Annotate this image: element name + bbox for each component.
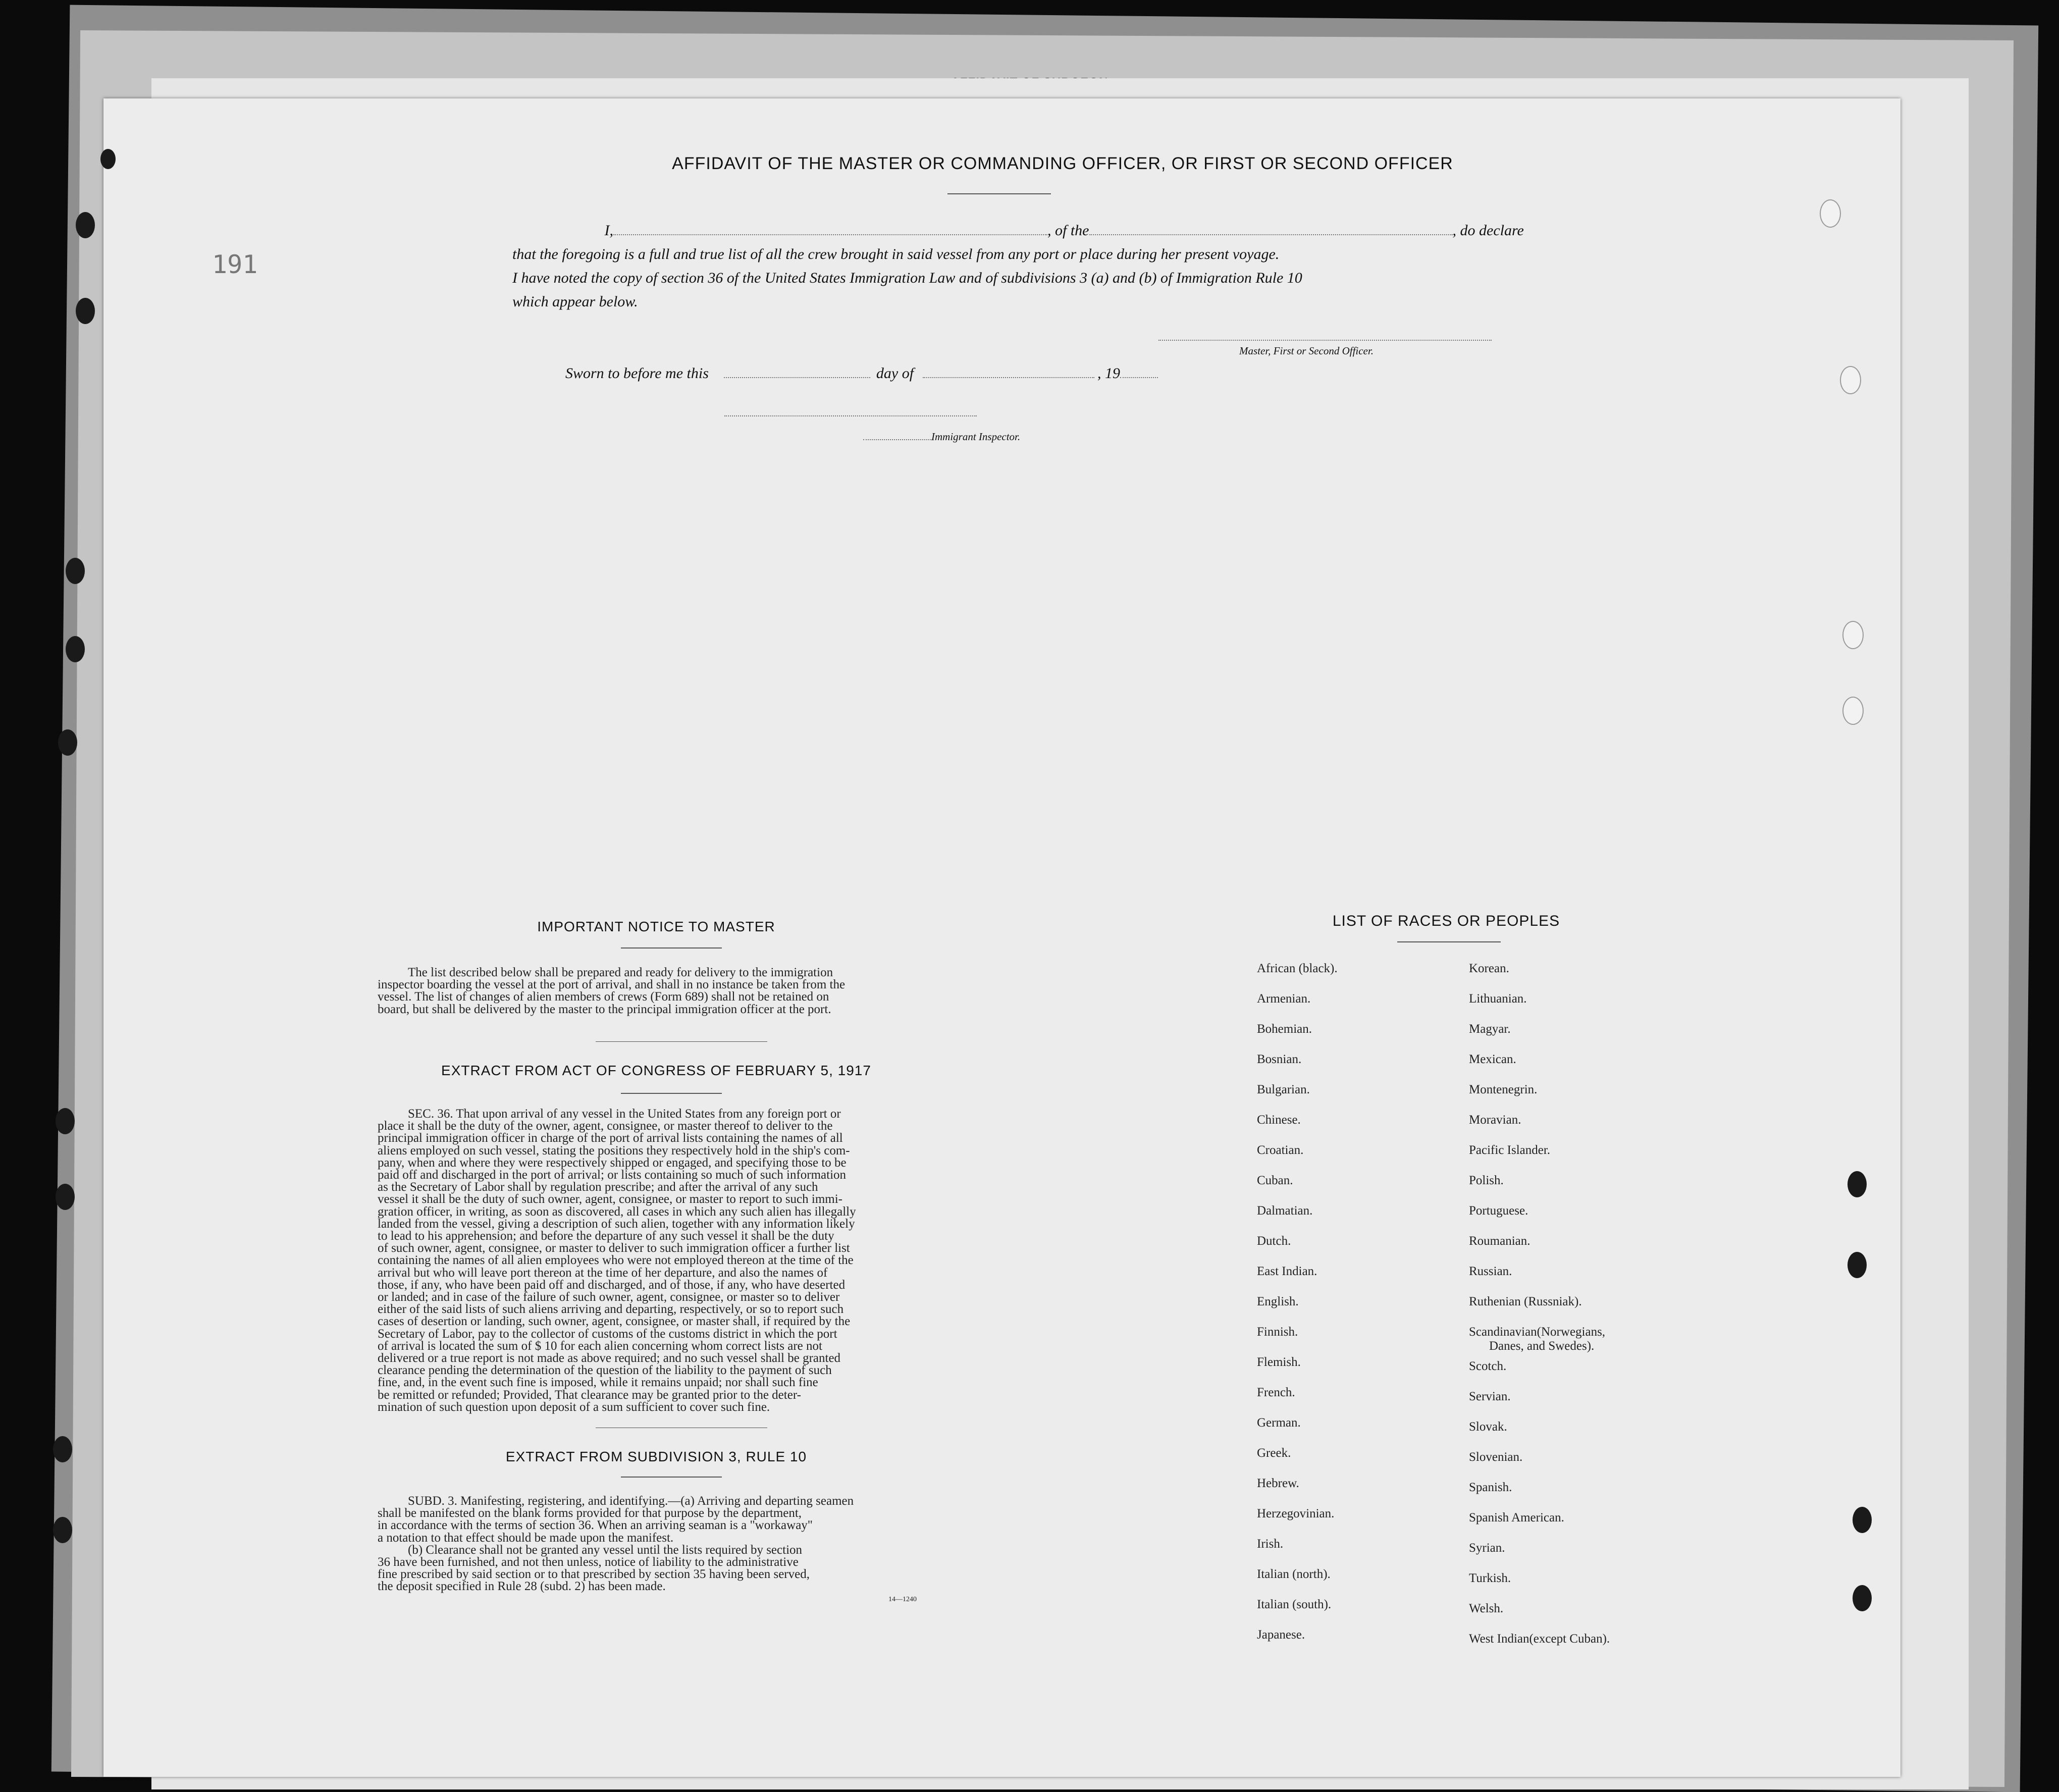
race-item: Mexican. [1469, 1052, 1516, 1066]
race-item: Syrian. [1469, 1541, 1505, 1555]
affidavit-title: AFFIDAVIT OF THE MASTER OR COMMANDING OFFICER, OR FIRST OR SECOND OFFICER [672, 154, 1453, 173]
vessel-blank [1089, 234, 1453, 235]
race-item-continuation: Danes, and Swedes). [1489, 1339, 1595, 1353]
declaration-line-4: which appear below. [512, 293, 638, 310]
act-title: EXTRACT FROM ACT OF CONGRESS OF FEBRUARY 5, 1917 [441, 1063, 871, 1078]
year-blank [1120, 377, 1158, 378]
act-line: arrival but who will leave port thereon at the time of her departure, and also the names of [378, 1266, 828, 1280]
notice-line: vessel. The list of changes of alien members of crews (Form 689) shall not be retained on [378, 990, 829, 1004]
race-item: Magyar. [1469, 1022, 1511, 1036]
race-item: Russian. [1469, 1264, 1512, 1278]
inspector-signature-line [724, 415, 977, 416]
act-line: aliens employed on such vessel, stating the positions they respectively hold in the ship's com- [378, 1143, 850, 1157]
declaration-line-1 [563, 222, 1613, 239]
race-item: Welsh. [1469, 1602, 1504, 1615]
rule-line: fine prescribed by said section or to that prescribed by section 35 having been served, [378, 1567, 810, 1582]
rule-line: 36 have been furnished, and not then unless, notice of liability to the administrative [378, 1555, 799, 1569]
binder-hole [53, 1517, 72, 1543]
act-line: SEC. 36. That upon arrival of any vessel in the United States from any foreign port or [408, 1107, 841, 1121]
signature-line [1158, 340, 1492, 341]
race-item: Lithuanian. [1469, 992, 1527, 1006]
race-item: Greek. [1257, 1446, 1291, 1460]
act-line: cases of desertion or landing, such owner, agent, consignee, or master shall, if required by the [378, 1314, 851, 1329]
race-item: Roumanian. [1469, 1234, 1530, 1248]
binder-hole [66, 558, 85, 584]
races-column-2 [1469, 962, 1681, 1646]
race-item: Moravian. [1469, 1113, 1521, 1127]
rule-line: (b) Clearance shall not be granted any vessel until the lists required by section [408, 1543, 803, 1557]
race-item: Montenegrin. [1469, 1083, 1538, 1096]
rule-body [378, 1495, 971, 1593]
day-blank [724, 377, 870, 378]
binder-hole [1842, 697, 1864, 725]
sworn-text: Sworn to before me this [565, 365, 709, 382]
notice-line: The list described below shall be prepared and ready for delivery to the immigration [408, 966, 833, 979]
race-item: Croatian. [1257, 1143, 1304, 1157]
race-item: Bulgarian. [1257, 1083, 1310, 1096]
race-item: Italian (north). [1257, 1567, 1331, 1581]
act-line: of arrival is located the sum of $ 10 for each alien concerning whom correct lists are not [378, 1339, 822, 1353]
races-column-1 [1257, 962, 1459, 1642]
binder-hole [1847, 1171, 1867, 1197]
act-line: gration officer, in writing, as soon as discovered, all cases in which any such alien has illegally [378, 1204, 856, 1219]
act-line: those, if any, who have been paid off and discharged, and of those, if any, who have deserted [378, 1278, 846, 1292]
race-item: English. [1257, 1295, 1299, 1308]
day-of-text: day of [876, 365, 914, 382]
rule-rule [621, 1477, 722, 1478]
act-line: principal immigration officer in charge of the port of arrival lists containing the names of all [378, 1131, 843, 1145]
binder-hole [56, 1184, 75, 1210]
binder-hole [66, 636, 85, 662]
race-item: East Indian. [1257, 1264, 1317, 1278]
act-line: to lead to his apprehension; and before the departure of any such vessel it shall be the duty [378, 1229, 834, 1243]
rule-line: shall be manifested on the blank forms provided for that purpose by the department, [378, 1506, 802, 1520]
binder-hole [58, 729, 77, 756]
rule-line: the deposit specified in Rule 28 (subd. 2) has been made. [378, 1579, 666, 1594]
race-item: Herzegovinian. [1257, 1507, 1335, 1520]
act-line: delivered or a true report is not made as above required; and no such vessel shall be granted [378, 1351, 841, 1365]
race-item: Finnish. [1257, 1325, 1298, 1339]
name-blank [613, 234, 1047, 235]
sworn-line [565, 365, 1158, 382]
declaration-i: I, [604, 222, 613, 239]
race-item: Spanish. [1469, 1481, 1512, 1494]
race-item: Chinese. [1257, 1113, 1301, 1127]
binder-hole [1840, 366, 1861, 394]
master-label: Master, First or Second Officer. [1239, 345, 1374, 357]
declaration-line-3: I have noted the copy of section 36 of the United States Immigration Law and of subdivisions 3 (a) and (b) of Immigration Rule 10 [512, 270, 1302, 286]
act-line: as the Secretary of Labor shall by regulation prescribe; and after the arrival of any such [378, 1180, 818, 1194]
affidavit-page [103, 98, 1900, 1777]
inspector-label-text: Immigrant Inspector. [931, 431, 1021, 443]
binder-hole [76, 298, 95, 324]
races-title: LIST OF RACES OR PEOPLES [1332, 913, 1560, 929]
act-line: pany, when and where they were respectively shipped or engaged, and specifying those to be [378, 1155, 847, 1170]
binder-hole [1842, 621, 1864, 649]
inspector-label-dots [863, 439, 931, 440]
race-item: Japanese. [1257, 1628, 1305, 1642]
act-line: of such owner, agent, consignee, or master to deliver to such immigration officer a further list [378, 1241, 850, 1255]
rule-line: a notation to that effect should be made upon the manifest. [378, 1531, 674, 1545]
race-item: Polish. [1469, 1174, 1504, 1187]
race-item: Dutch. [1257, 1234, 1291, 1248]
race-item: Dalmatian. [1257, 1204, 1313, 1218]
race-item: Armenian. [1257, 992, 1311, 1006]
declaration-declare: , do declare [1452, 222, 1524, 239]
form-number: 14—1240 [888, 1596, 917, 1603]
notice-line: board, but shall be delivered by the master to the principal immigration officer at the port. [378, 1002, 831, 1016]
binder-hole [1820, 199, 1841, 228]
binder-hole [1847, 1252, 1867, 1278]
binder-hole [100, 149, 116, 169]
rule-line: in accordance with the terms of section 36. When an arriving seaman is a "workaway" [378, 1518, 813, 1533]
race-item: German. [1257, 1416, 1301, 1430]
rule-line: SUBD. 3. Manifesting, registering, and identifying.—(a) Arriving and departing seamen [408, 1494, 854, 1508]
notice-rule [621, 947, 722, 948]
notice-line: inspector boarding the vessel at the port of arrival, and shall in no instance be taken from the [378, 978, 846, 992]
declaration-of-the: , of the [1047, 222, 1089, 239]
month-blank [923, 377, 1094, 378]
race-item: Slovak. [1469, 1420, 1507, 1434]
races-rule [1397, 941, 1501, 942]
act-line: Secretary of Labor, pay to the collector of customs of the customs district in which the port [378, 1327, 837, 1341]
title-rule [947, 193, 1051, 194]
act-line: fine, and, in the event such fine is imposed, while it remains unpaid; nor shall such fine [378, 1376, 818, 1390]
race-item: Hebrew. [1257, 1477, 1299, 1490]
act-body [378, 1108, 971, 1413]
year-text: , 19 [1097, 365, 1121, 382]
act-rule [621, 1093, 722, 1094]
race-item: Flemish. [1257, 1355, 1301, 1369]
race-item: Slovenian. [1469, 1450, 1523, 1464]
race-item: Italian (south). [1257, 1598, 1332, 1611]
declaration-line-2: that the foregoing is a full and true list of all the crew brought in said vessel from any port or place during her present voyage. [512, 246, 1280, 262]
notice-title: IMPORTANT NOTICE TO MASTER [537, 919, 775, 934]
race-item: Spanish American. [1469, 1511, 1564, 1524]
race-item: Scotch. [1469, 1359, 1507, 1373]
race-item: Pacific Islander. [1469, 1143, 1551, 1157]
race-item: Irish. [1257, 1537, 1284, 1551]
act-line: be remitted or refunded; Provided, That clearance may be granted prior to the deter- [378, 1388, 801, 1402]
race-item: Turkish. [1469, 1571, 1511, 1585]
binder-hole [56, 1108, 75, 1134]
race-item: Bohemian. [1257, 1022, 1312, 1036]
race-item: Scandinavian(Norwegians, [1469, 1325, 1606, 1339]
rule-title: EXTRACT FROM SUBDIVISION 3, RULE 10 [505, 1449, 807, 1464]
race-item: French. [1257, 1386, 1295, 1399]
notice-body [378, 967, 971, 1016]
binder-hole [76, 212, 95, 238]
race-item: West Indian(except Cuban). [1469, 1632, 1610, 1646]
race-item: Cuban. [1257, 1174, 1293, 1187]
race-item: Korean. [1469, 962, 1509, 975]
notice-separator [596, 1041, 767, 1042]
act-line: paid off and discharged in the port of arrival; or lists containing so much of such information [378, 1168, 847, 1182]
margin-number: 191 [212, 250, 258, 279]
act-line: mination of such question upon deposit of a sum sufficient to cover such fine. [378, 1400, 770, 1414]
act-line: landed from the vessel, giving a description of such alien, together with any information likely [378, 1217, 855, 1231]
act-line: place it shall be the duty of the owner, agent, consignee, or master thereof to deliver to the [378, 1119, 833, 1133]
act-line: vessel it shall be the duty of such owner, agent, consignee, or master to report to such immi- [378, 1192, 842, 1206]
binder-hole [53, 1436, 72, 1462]
act-line: or landed; and in case of the failure of such owner, agent, consignee, or master so to deliver [378, 1290, 840, 1304]
act-line: either of the said lists of such aliens arriving and departing, respectively, or so to report such [378, 1302, 844, 1316]
race-item: Servian. [1469, 1390, 1511, 1403]
race-item: Portuguese. [1469, 1204, 1528, 1218]
inspector-label [863, 431, 1020, 443]
race-item: African (black). [1257, 962, 1338, 975]
act-line: containing the names of all alien employees who were not employed thereon at the time of the [378, 1253, 854, 1268]
race-item: Bosnian. [1257, 1052, 1302, 1066]
binder-hole [1853, 1585, 1872, 1611]
act-line: clearance pending the determination of the question of the liability to the payment of such [378, 1363, 832, 1378]
binder-hole [1853, 1507, 1872, 1533]
race-item: Ruthenian (Russniak). [1469, 1295, 1582, 1308]
